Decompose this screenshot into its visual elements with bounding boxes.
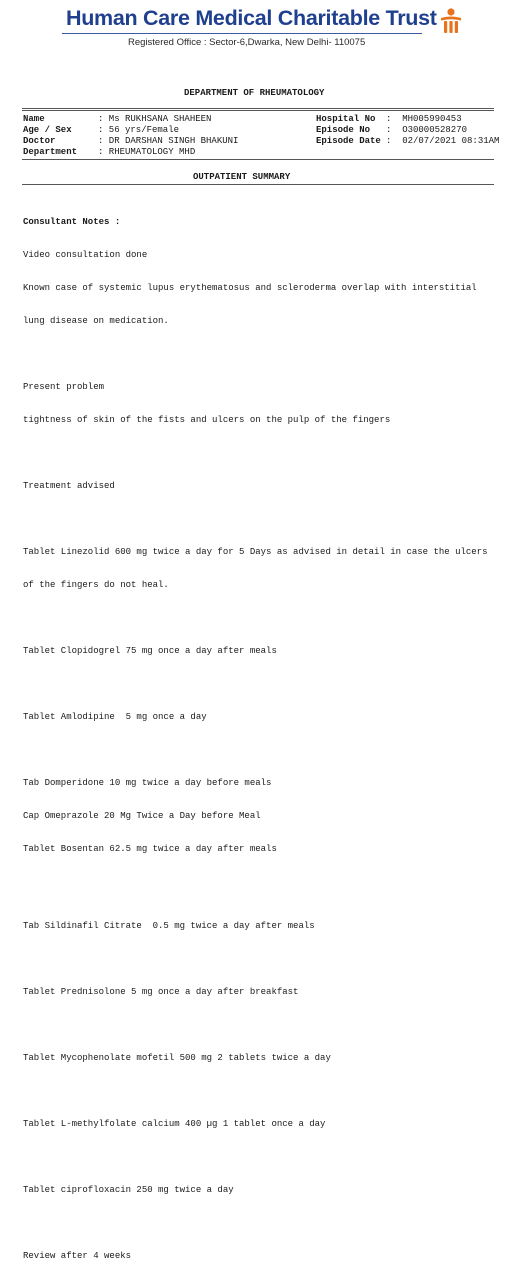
- divider: [22, 159, 494, 160]
- note-line: Review after 4 weeks: [23, 1251, 132, 1261]
- note-line: Cap Omeprazole 20 Mg Twice a Day before Meal: [23, 811, 261, 821]
- note-line: Tablet Linezolid 600 mg twice a day for 5 Days as advised in detail in case the ulcers: [23, 547, 488, 557]
- note-line: Tablet ciprofloxacin 250 mg twice a day: [23, 1185, 234, 1195]
- episode-no-value: : O30000528270: [386, 125, 468, 135]
- note-line: tightness of skin of the fists and ulcers on the pulp of the fingers: [23, 415, 391, 425]
- note-line: Known case of systemic lupus erythematosus and scleroderma overlap with interstitial: [23, 283, 477, 293]
- organization-name: Human Care Medical Charitable Trust: [66, 6, 437, 30]
- name-label: Name: [23, 114, 45, 124]
- note-line: Tab Sildinafil Citrate 0.5 mg twice a day after meals: [23, 921, 315, 931]
- note-line: Video consultation done: [23, 250, 148, 260]
- divider: [22, 108, 494, 109]
- note-line: Present problem: [23, 382, 105, 392]
- organization-address: Registered Office : Sector-6,Dwarka, New Delhi- 110075: [128, 37, 366, 48]
- note-line: Treatment advised: [23, 481, 115, 491]
- note-line: Tab Domperidone 10 mg twice a day before meals: [23, 778, 272, 788]
- note-line: Tablet Mycophenolate mofetil 500 mg 2 tablets twice a day: [23, 1053, 331, 1063]
- header-divider: [62, 33, 422, 34]
- notes-heading: Consultant Notes :: [23, 217, 121, 227]
- department-value: : RHEUMATOLOGY MHD: [98, 147, 196, 157]
- episode-date-value: : 02/07/2021 08:31AM: [386, 136, 500, 146]
- note-line: Tablet Amlodipine 5 mg once a day: [23, 712, 207, 722]
- note-line: of the fingers do not heal.: [23, 580, 169, 590]
- trust-logo-icon: [439, 8, 463, 34]
- doctor-label: Doctor: [23, 136, 56, 146]
- divider: [22, 184, 494, 185]
- name-value: : Ms RUKHSANA SHAHEEN: [98, 114, 212, 124]
- age-sex-label: Age / Sex: [23, 125, 72, 135]
- note-line: Tablet Clopidogrel 75 mg once a day after meals: [23, 646, 277, 656]
- consultant-notes: [23, 195, 487, 1273]
- note-line: Tablet Bosentan 62.5 mg twice a day after meals: [23, 844, 277, 854]
- note-line: Tablet Prednisolone 5 mg once a day after breakfast: [23, 987, 299, 997]
- episode-date-label: Episode Date: [316, 136, 381, 146]
- episode-no-label: Episode No: [316, 125, 371, 135]
- department-title: DEPARTMENT OF RHEUMATOLOGY: [184, 88, 325, 98]
- doctor-value: : DR DARSHAN SINGH BHAKUNI: [98, 136, 239, 146]
- hospital-no-value: : MH005990453: [386, 114, 462, 124]
- hospital-no-label: Hospital No: [316, 114, 376, 124]
- department-label: Department: [23, 147, 78, 157]
- age-sex-value: : 56 yrs/Female: [98, 125, 180, 135]
- note-line: Tablet L-methylfolate calcium 400 µg 1 tablet once a day: [23, 1119, 326, 1129]
- summary-title: OUTPATIENT SUMMARY: [193, 172, 291, 182]
- note-line: lung disease on medication.: [23, 316, 169, 326]
- divider: [22, 110, 494, 111]
